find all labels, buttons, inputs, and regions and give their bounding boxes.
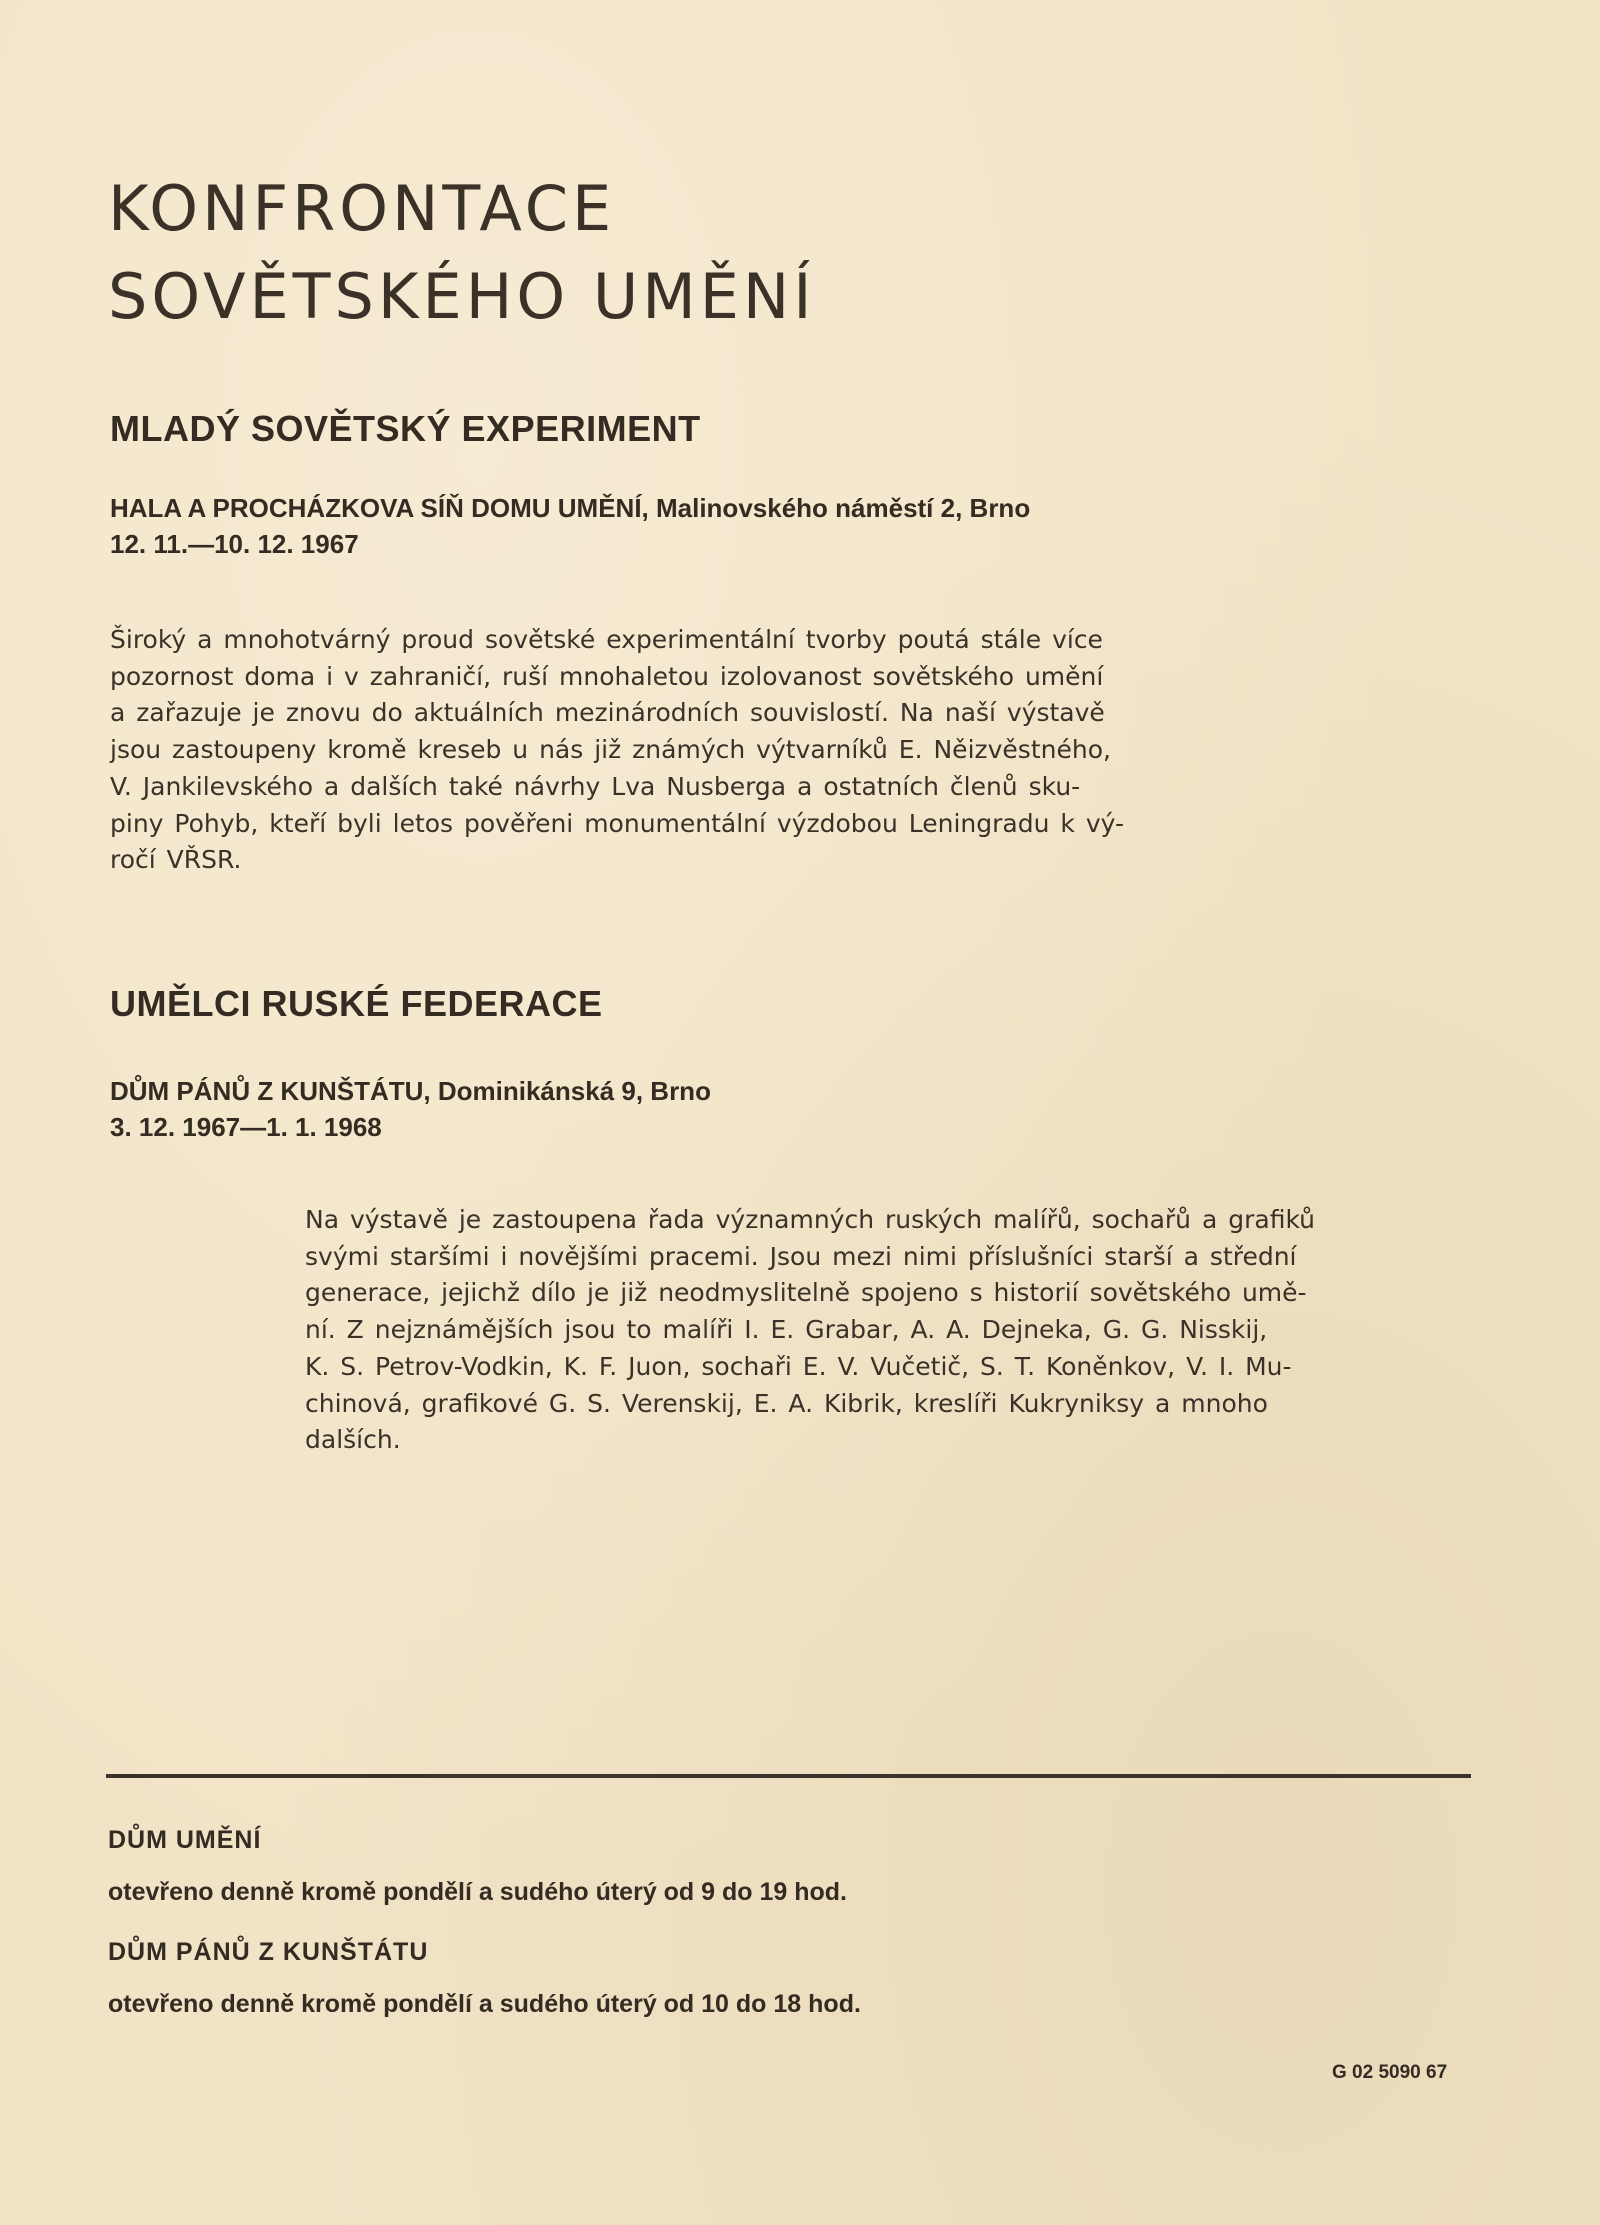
section2-body-line: K. S. Petrov-Vodkin, K. F. Juon, sochaři E. V. Vučetič, S. T. Koněnkov, V. I. Mu- [305,1351,1292,1381]
section2-body-line: ní. Z nejznámějších jsou to malíři I. E. Grabar, A. A. Dejneka, G. G. Nisskij, [305,1315,1268,1345]
section2-body-line: dalších. [305,1425,401,1455]
poster-title [108,165,816,341]
section1-body-line: V. Jankilevského a dalších také návrhy Lva Nusberga a ostatních členů sku- [110,771,1081,801]
house1-name: DŮM UMĚNÍ [108,1826,262,1854]
section2-venue [110,1073,711,1145]
section2-heading: UMĚLCI RUSKÉ FEDERACE [110,983,603,1024]
section1-venue-dates: 12. 11.—10. 12. 1967 [110,529,359,559]
section1-heading: MLADÝ SOVĚTSKÝ EXPERIMENT [110,408,701,449]
section1-body-line: pozornost doma i v zahraničí, ruší mnohaletou izolovanost sovětského umění [110,661,1104,691]
section2-body-line: generace, jejichž dílo je již neodmyslitelně spojeno s historií sovětského umě- [305,1278,1307,1308]
house2-hours: otevřeno denně kromě pondělí a sudého úterý od 10 do 18 hod. [108,1990,861,2018]
section2-body [305,1202,1315,1459]
section1-venue-address: HALA A PROCHÁZKOVA SÍŇ DOMU UMĚNÍ, Malinovského náměstí 2, Brno [110,493,1031,523]
section1-body-line: ročí VŘSR. [110,845,242,875]
section2-body-line: svými staršími i novějšími pracemi. Jsou mezi nimi příslušníci starší a střední [305,1241,1297,1271]
section1-body-line: jsou zastoupeny kromě kreseb u nás již známých výtvarníků E. Něizvěstného, [110,735,1111,765]
section1-body-line: piny Pohyb, kteří byli letos pověřeni monumentální výzdobou Leningradu k vý- [110,808,1124,838]
house2-name: DŮM PÁNŮ Z KUNŠTÁTU [108,1938,429,1966]
section1-body [110,622,1124,879]
section2-venue-address: DŮM PÁNŮ Z KUNŠTÁTU, Dominikánská 9, Brno [110,1076,711,1106]
house1-hours: otevřeno denně kromě pondělí a sudého úterý od 9 do 19 hod. [108,1878,848,1906]
section2-body-line: Na výstavě je zastoupena řada významných ruských malířů, sochařů a grafiků [305,1205,1315,1234]
section1-body-line: Široký a mnohotvárný proud sovětské experimentální tvorby poutá stále více [110,625,1103,654]
section1-body-line: a zařazuje je znovu do aktuálních mezinárodních souvislostí. Na naší výstavě [110,698,1105,728]
print-code: G 02 5090 67 [1332,2062,1448,2083]
section2-venue-dates: 3. 12. 1967—1. 1. 1968 [110,1112,382,1142]
title-line-2: SOVĚTSKÉHO UMĚNÍ [108,260,816,333]
horizontal-divider [106,1774,1471,1778]
section1-venue [110,490,1030,562]
section2-body-line: chinová, grafikové G. S. Verenskij, E. A. Kibrik, kreslíři Kukryniksy a mnoho [305,1388,1268,1418]
title-line-1: KONFRONTACE [108,172,616,245]
